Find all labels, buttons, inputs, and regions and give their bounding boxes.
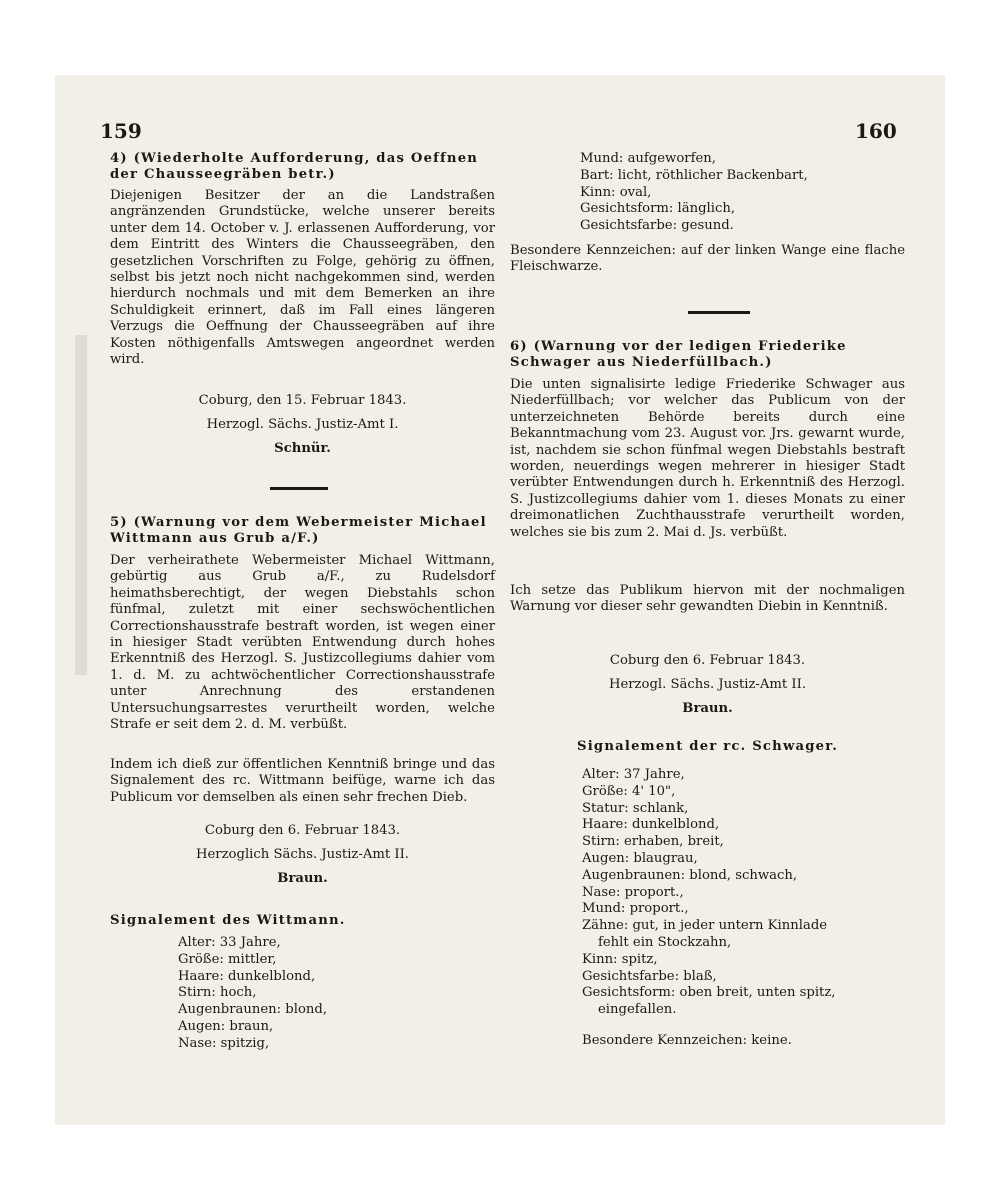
wittmann-signalement-item: Stirn: hoch, <box>178 985 257 1001</box>
notice-6-body-2: Ich setze das Publikum hiervon mit der nochmaligen Warnung vor dieser sehr gewandten Diebin in Kenntniß. <box>510 583 905 615</box>
schwager-signalement-item: Gesichtsfarbe: blaß, <box>582 968 717 984</box>
wittmann-signalement-item: Augen: braun, <box>178 1018 274 1034</box>
schwager-signalement-item: Kinn: spitz, <box>582 951 658 967</box>
wittmann-signalement-continued-item: Gesichtsfarbe: gesund. <box>580 218 734 234</box>
schwager-signalement-item: Nase: proport., <box>582 884 684 900</box>
schwager-signalement-item: Mund: proport., <box>582 901 689 917</box>
notice-5-signature: Braun. <box>277 871 328 886</box>
wittmann-signalement-continued-item: Bart: licht, röthlicher Backenbart, <box>580 167 808 183</box>
bleed-through-mark <box>75 335 87 675</box>
notice-4-body: Diejenigen Besitzer der an die Landstraßen angränzenden Grundstücke, welche unserer bereits unter dem 14. October v. J. erlassenen Aufforderung, vor dem Eintritt des Winters die Chausseegräben, den gesetzlichen Vorschriften zu Folge, gehörig zu öffnen, selbst bis jetzt noch nicht nachgekommen sind, werden hierdurch nochmals und mit dem Bemerken an ihre Schuldigkeit erinnert, daß im Fall eines längeren Verzugs die Oeffnung der Chausseegräben auf ihre Kosten nöthigenfalls Amtswegen angeordnet werden wird. <box>110 188 495 368</box>
section-divider <box>270 487 328 490</box>
notice-6-signature: Braun. <box>682 701 733 716</box>
schwager-signalement-item: Haare: dunkelblond, <box>582 817 720 833</box>
wittmann-signalement-continued-item: Gesichtsform: länglich, <box>580 201 736 217</box>
wittmann-signalement-item: Haare: dunkelblond, <box>178 968 316 984</box>
notice-6-date: Coburg den 6. Februar 1843. <box>609 653 806 668</box>
notice-5-body-1: Der verheirathete Webermeister Michael Wittmann, gebürtig aus Grub a/F., zu Rudelsdorf heimathsberechtigt, der wegen Diebstahls schon fünfmal, zuletzt mit einer sechswöchentlichen Correctionshausstrafe bestraft worden, ist wegen einer in hiesiger Stadt verübten Entwendung durch hohes Erkenntniß des Herzogl. S. Justizcollegiums dahier vom 1. d. M. zu achtwöchentlicher Correctionshausstrafe unter Anrechnung des erstandenen Untersuchungsarrestes verurtheilt worden, welche Strafe er seit dem 2. d. M. verbüßt. <box>110 553 495 733</box>
wittmann-signalement-continued-item: Kinn: oval, <box>580 184 652 200</box>
wittmann-signalement-item: Alter: 33 Jahre, <box>178 935 281 950</box>
notice-5-heading: 5) (Warnung vor dem Webermeister Michael Wittmann aus Grub a/F.) <box>110 515 487 547</box>
schwager-signalement-item: Gesichtsform: oben breit, unten spitz, <box>582 985 836 1001</box>
notice-6-office: Herzogl. Sächs. Justiz-Amt II. <box>608 677 807 692</box>
schwager-signalement-item: Statur: schlank, <box>582 800 689 816</box>
section-divider <box>688 311 750 314</box>
schwager-signalement-item: Stirn: erhaben, breit, <box>582 834 724 850</box>
wittmann-signalement-item: Nase: spitzig, <box>178 1035 270 1051</box>
schwager-signalement-item: Größe: 4' 10", <box>582 783 676 799</box>
wittmann-signalement-continued-item: Mund: aufgeworfen, <box>580 151 716 166</box>
wittmann-signalement-item: Augenbraunen: blond, <box>178 1002 328 1018</box>
notice-4-signature: Schnür. <box>274 441 331 456</box>
notice-6-heading: 6) (Warnung vor der ledigen Friederike Schwager aus Niederfüllbach.) <box>510 339 847 371</box>
wittmann-signalement-item: Größe: mittler, <box>178 951 277 967</box>
wittmann-special-marks: Besondere Kennzeichen: auf der linken Wange eine flache Fleischwarze. <box>510 243 905 275</box>
schwager-signalement-item: eingefallen. <box>598 1002 677 1018</box>
notice-4-office: Herzogl. Sächs. Justiz-Amt I. <box>206 417 399 432</box>
schwager-signalement-item: Alter: 37 Jahre, <box>582 767 685 782</box>
schwager-signalement-item: Augen: blaugrau, <box>582 850 698 866</box>
left-page-number: 159 <box>100 119 142 143</box>
notice-5-date: Coburg den 6. Februar 1843. <box>204 823 401 838</box>
schwager-signalement-item: Zähne: gut, in jeder untern Kinnlade <box>582 918 828 934</box>
notice-5-body-2: Indem ich dieß zur öffentlichen Kenntniß bringe und das Signalement des rc. Wittmann beifüge, warne ich das Publicum vor demselben als einen sehr frechen Dieb. <box>110 757 495 805</box>
wittmann-signalement-continued <box>580 151 808 235</box>
schwager-signalement-item: Augenbraunen: blond, schwach, <box>582 867 798 883</box>
notice-6-body-1: Die unten signalisirte ledige Friederike Schwager aus Niederfüllbach; vor welcher das Publicum von der unterzeichneten Behörde bereits durch eine Bekanntmachung vom 23. August vor. Jrs. gewarnt wurde, ist, nachdem sie schon fünfmal wegen Diebstahls bestraft worden, neuerdings wegen mehrerer in hiesiger Stadt verübter Entwendungen durch h. Erkenntniß des Herzogl. S. Justizcollegiums dahier vom 1. dieses Monats zu einer dreimonatlichen Zuchthausstrafe verurtheilt worden, welches sie bis zum 2. Mai d. Js. verbüßt. <box>510 377 905 540</box>
wittmann-signalement-title: Signalement des Wittmann. <box>110 913 346 928</box>
schwager-signalement-item: fehlt ein Stockzahn, <box>598 934 732 950</box>
schwager-signalement-title: Signalement der rc. Schwager. <box>577 739 838 754</box>
right-page-number: 160 <box>855 119 897 143</box>
notice-5-office: Herzoglich Sächs. Justiz-Amt II. <box>196 847 409 862</box>
notice-4-heading: 4) (Wiederholte Aufforderung, das Oeffnen der Chausseegräben betr.) <box>110 151 479 183</box>
notice-4-date: Coburg, den 15. Februar 1843. <box>198 393 407 408</box>
schwager-signalement-list <box>582 767 836 1019</box>
scanned-page-spread <box>55 75 945 1125</box>
schwager-special-marks: Besondere Kennzeichen: keine. <box>582 1033 792 1048</box>
wittmann-signalement-list <box>178 935 327 1053</box>
